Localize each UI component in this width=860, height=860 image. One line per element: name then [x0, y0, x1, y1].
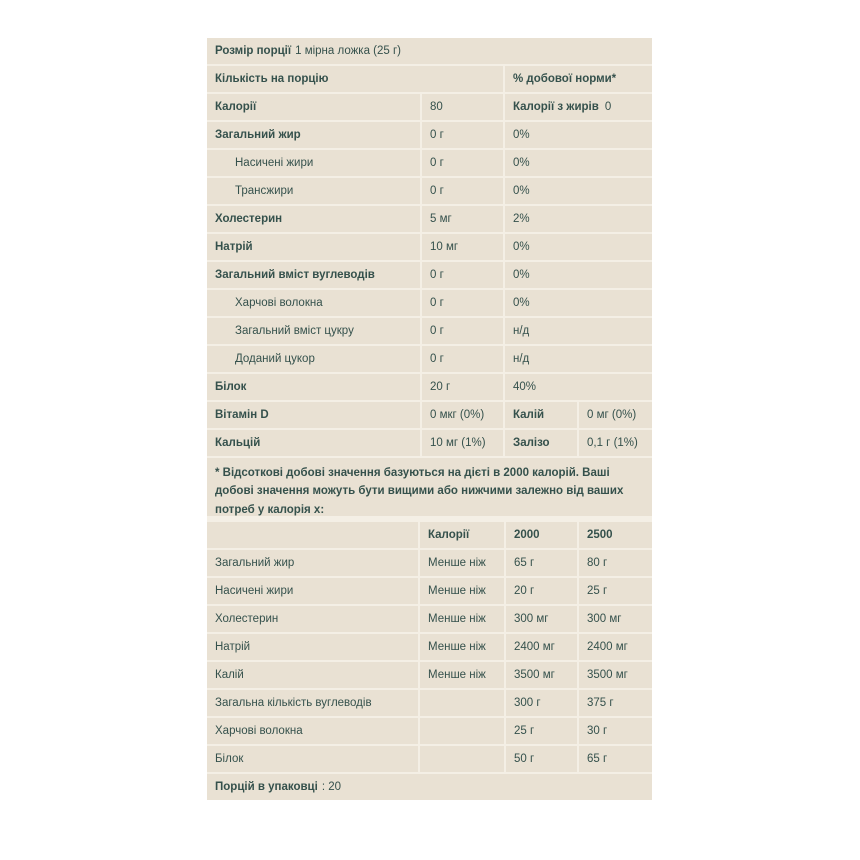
daily-row-2500: 25 г [579, 578, 652, 604]
mineral-value: 0,1 г (1%) [579, 430, 652, 456]
mineral-value: 0 мг (0%) [579, 402, 652, 428]
daily-row-label: Холестерин [207, 606, 418, 632]
daily-row-2500: 2400 мг [579, 634, 652, 660]
daily-table-header-empty [207, 522, 418, 548]
nutrient-dv: 0% [505, 122, 652, 148]
daily-row-label: Натрій [207, 634, 418, 660]
servings-per-container-row [207, 774, 652, 800]
daily-table-header-row [207, 522, 652, 548]
nutrient-dv: 0% [505, 290, 652, 316]
mineral-label: Залізо [505, 430, 577, 456]
daily-row-qualifier: Менше ніж [420, 578, 504, 604]
nutrient-label: Насичені жири [207, 150, 420, 176]
daily-row-potassium [207, 662, 652, 688]
nutrient-label: Трансжири [207, 178, 420, 204]
nutrient-row-dietary-fiber [207, 290, 652, 316]
nutrient-dv: н/д [505, 346, 652, 372]
nutrient-amount: 0 г [422, 346, 503, 372]
serving-size-cell [207, 38, 652, 64]
nutrient-amount: 0 г [422, 150, 503, 176]
daily-row-qualifier: Менше ніж [420, 606, 504, 632]
vitamin-value: 10 мг (1%) [422, 430, 503, 456]
calories-from-fat-cell [505, 94, 652, 120]
nutrient-amount: 0 г [422, 290, 503, 316]
nutrient-label: Загальний вміст цукру [207, 318, 420, 344]
nutrient-row-added-sugars [207, 346, 652, 372]
nutrient-dv: н/д [505, 318, 652, 344]
nutrient-label: Харчові волокна [207, 290, 420, 316]
nutrient-amount: 5 мг [422, 206, 503, 232]
mineral-label: Калій [505, 402, 577, 428]
nutrient-row-cholesterol [207, 206, 652, 232]
daily-table-header-calories: Калорії [420, 522, 504, 548]
daily-row-2500: 300 мг [579, 606, 652, 632]
daily-row-total-fat [207, 550, 652, 576]
calories-from-fat-value: 0 [604, 101, 612, 113]
calories-row [207, 94, 652, 120]
daily-row-cholesterol [207, 606, 652, 632]
servings-per-container-cell [207, 774, 652, 800]
daily-row-saturated-fat [207, 578, 652, 604]
daily-value-header: % добової норми* [505, 66, 652, 92]
daily-row-2000: 3500 мг [506, 662, 577, 688]
daily-row-2500: 80 г [579, 550, 652, 576]
vitamin-value: 0 мкг (0%) [422, 402, 503, 428]
serving-size-label: Розмір порції [215, 45, 292, 57]
daily-row-qualifier [420, 718, 504, 744]
serving-size-row [207, 38, 652, 64]
nutrient-amount: 0 г [422, 318, 503, 344]
daily-row-label: Загальна кількість вуглеводів [207, 690, 418, 716]
daily-row-qualifier [420, 690, 504, 716]
nutrient-dv: 0% [505, 178, 652, 204]
daily-row-2000: 25 г [506, 718, 577, 744]
nutrient-row-total-carbs [207, 262, 652, 288]
nutrient-label: Натрій [207, 234, 420, 260]
daily-row-2500: 65 г [579, 746, 652, 772]
calories-from-fat-label: Калорії з жирів [513, 101, 599, 113]
nutrient-row-sodium [207, 234, 652, 260]
nutrient-dv: 2% [505, 206, 652, 232]
vitamin-row-calcium-iron [207, 430, 652, 456]
serving-size-value: 1 мірна ложка (25 г) [295, 45, 402, 57]
table-header-row [207, 66, 652, 92]
nutrient-row-total-sugars [207, 318, 652, 344]
daily-row-protein [207, 746, 652, 772]
daily-row-2500: 375 г [579, 690, 652, 716]
calories-label: Калорії [207, 94, 420, 120]
vitamin-row-d-potassium [207, 402, 652, 428]
daily-row-2000: 300 мг [506, 606, 577, 632]
nutrient-dv: 0% [505, 234, 652, 260]
daily-value-footnote: * Відсоткові добові значення базуються на дієті в 2000 калорій. Ваші добові значення можуть бути вищими або нижчими залежно від ваших потреб у калорія х: [207, 458, 652, 516]
nutrient-row-trans-fat [207, 178, 652, 204]
daily-row-2000: 300 г [506, 690, 577, 716]
daily-row-2000: 2400 мг [506, 634, 577, 660]
daily-row-qualifier: Менше ніж [420, 550, 504, 576]
nutrient-row-saturated-fat [207, 150, 652, 176]
daily-row-2000: 65 г [506, 550, 577, 576]
daily-row-sodium [207, 634, 652, 660]
daily-row-label: Загальний жир [207, 550, 418, 576]
nutrition-facts-table [207, 38, 652, 800]
nutrient-amount: 10 мг [422, 234, 503, 260]
vitamin-label: Кальцій [207, 430, 420, 456]
calories-value: 80 [422, 94, 503, 120]
daily-row-2000: 50 г [506, 746, 577, 772]
daily-row-2000: 20 г [506, 578, 577, 604]
vitamin-label: Вітамін D [207, 402, 420, 428]
daily-row-qualifier: Менше ніж [420, 634, 504, 660]
daily-row-qualifier [420, 746, 504, 772]
nutrient-amount: 0 г [422, 178, 503, 204]
nutrient-label: Загальний вміст вуглеводів [207, 262, 420, 288]
nutrient-label: Білок [207, 374, 420, 400]
servings-per-container-label: Порцій в упаковці [215, 781, 318, 793]
nutrient-dv: 0% [505, 262, 652, 288]
daily-table-header-2000: 2000 [506, 522, 577, 548]
daily-row-label: Білок [207, 746, 418, 772]
daily-row-dietary-fiber [207, 718, 652, 744]
daily-row-2500: 30 г [579, 718, 652, 744]
nutrient-label: Загальний жир [207, 122, 420, 148]
daily-row-label: Калій [207, 662, 418, 688]
footnote-row [207, 458, 652, 516]
nutrient-dv: 40% [505, 374, 652, 400]
nutrient-dv: 0% [505, 150, 652, 176]
daily-table-header-2500: 2500 [579, 522, 652, 548]
nutrient-row-total-fat [207, 122, 652, 148]
nutrient-amount: 20 г [422, 374, 503, 400]
nutrient-amount: 0 г [422, 262, 503, 288]
daily-row-label: Харчові волокна [207, 718, 418, 744]
daily-row-2500: 3500 мг [579, 662, 652, 688]
servings-per-container-value: : 20 [321, 781, 341, 793]
daily-row-label: Насичені жири [207, 578, 418, 604]
daily-row-total-carbs [207, 690, 652, 716]
amount-per-serving-header: Кількість на порцію [207, 66, 503, 92]
nutrient-label: Холестерин [207, 206, 420, 232]
nutrient-amount: 0 г [422, 122, 503, 148]
daily-row-qualifier: Менше ніж [420, 662, 504, 688]
nutrient-label: Доданий цукор [207, 346, 420, 372]
nutrient-row-protein [207, 374, 652, 400]
